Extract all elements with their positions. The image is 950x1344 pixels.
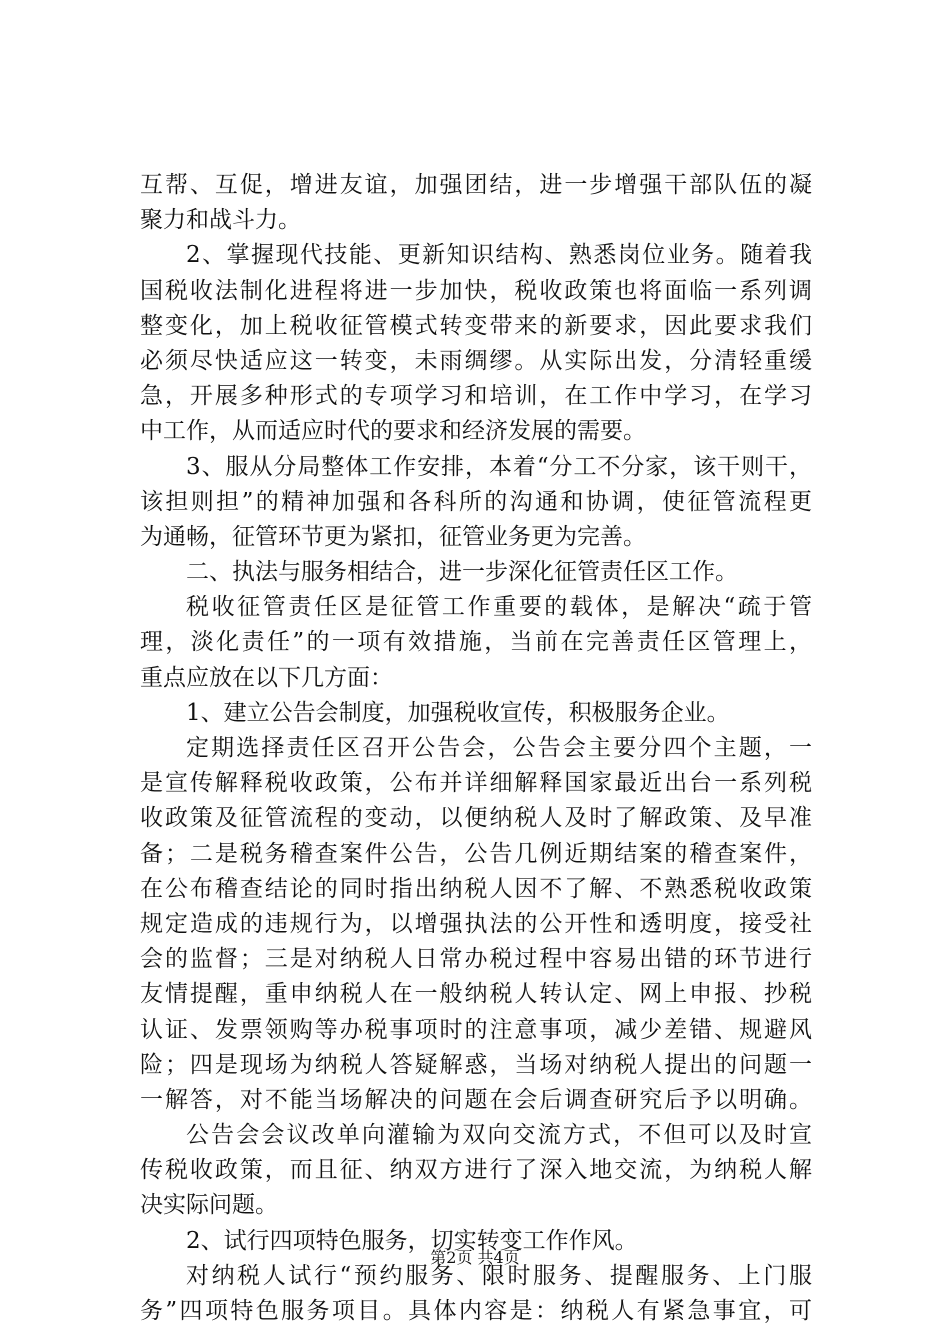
text-line: 税收征管责任区是征管工作重要的载体，是解决“疏于管 xyxy=(186,594,812,621)
text-line: 会的监督；三是对纳税人日常办税过程中容易出错的环节进行 xyxy=(140,946,812,973)
text-line: 对纳税人试行“预约服务、限时服务、提醒服务、上门服 xyxy=(186,1262,812,1289)
body-text xyxy=(140,168,812,1329)
text-line: 为通畅，征管环节更为紧扣，征管业务更为完善。 xyxy=(140,523,646,550)
text-line: 定期选择责任区召开公告会，公告会主要分四个主题，一 xyxy=(186,735,812,761)
text-line: 1、建立公告会制度，加强税收宣传，积极服务企业。 xyxy=(186,699,730,726)
text-line: 在公布稽查结论的同时指出纳税人因不了解、不熟悉税收政策 xyxy=(140,875,812,902)
text-line: 中工作，从而适应时代的要求和经济发展的需要。 xyxy=(140,418,646,445)
text-line: 2、掌握现代技能、更新知识结构、熟悉岗位业务。随着我 xyxy=(186,242,812,269)
text-line: 认证、发票领购等办税事项时的注意事项，减少差错、规避风 xyxy=(140,1016,812,1043)
text-line: 收政策及征管流程的变动，以便纳税人及时了解政策、及早准 xyxy=(140,805,812,832)
text-line: 聚力和战斗力。 xyxy=(140,207,301,234)
text-line: 该担则担”的精神加强和各科所的沟通和协调，使征管流程更 xyxy=(140,488,812,515)
text-line: 公告会会议改单向灌输为双向交流方式，不但可以及时宣 xyxy=(186,1122,812,1149)
text-line: 国税收法制化进程将进一步加快，税收政策也将面临一系列调 xyxy=(140,277,812,304)
text-line: 2、试行四项特色服务，切实转变工作作风。 xyxy=(186,1227,638,1254)
text-line: 务”四项特色服务项目。具体内容是：纳税人有紧急事宜，可 xyxy=(140,1298,812,1324)
text-line: 二、执法与服务相结合，进一步深化征管责任区工作。 xyxy=(186,559,738,586)
text-line: 一解答，对不能当场解决的问题在会后调查研究后予以明确。 xyxy=(140,1086,812,1113)
text-line: 重点应放在以下几方面： xyxy=(140,664,393,691)
text-line: 决实际问题。 xyxy=(140,1192,278,1219)
text-line: 是宣传解释税收政策，公布并详细解释国家最近出台一系列税 xyxy=(140,770,812,797)
text-line: 必须尽快适应这一转变，未雨绸缪。从实际出发，分清轻重缓 xyxy=(140,347,812,374)
text-line: 险；四是现场为纳税人答疑解惑，当场对纳税人提出的问题一 xyxy=(140,1051,812,1078)
text-line: 理，淡化责任”的一项有效措施，当前在完善责任区管理上， xyxy=(140,629,812,656)
text-line: 友情提醒，重申纳税人在一般纳税人转认定、网上申报、抄税 xyxy=(140,981,812,1008)
text-line: 整变化，加上税收征管模式转变带来的新要求，因此要求我们 xyxy=(140,312,812,339)
text-line: 规定造成的违规行为，以增强执法的公开性和透明度，接受社 xyxy=(140,910,812,937)
page-footer: 第2页 共4页 xyxy=(430,1248,520,1267)
text-line: 急，开展多种形式的专项学习和培训，在工作中学习，在学习 xyxy=(140,383,812,410)
text-line: 备；二是税务稽查案件公告，公告几例近期结案的稽查案件， xyxy=(140,840,812,867)
text-line: 互帮、互促，增进友谊，加强团结，进一步增强干部队伍的凝 xyxy=(140,172,812,198)
text-line: 传税收政策，而且征、纳双方进行了深入地交流，为纳税人解 xyxy=(140,1157,812,1184)
text-line: 3、服从分局整体工作安排，本着“分工不分家，该干则干， xyxy=(186,453,812,480)
